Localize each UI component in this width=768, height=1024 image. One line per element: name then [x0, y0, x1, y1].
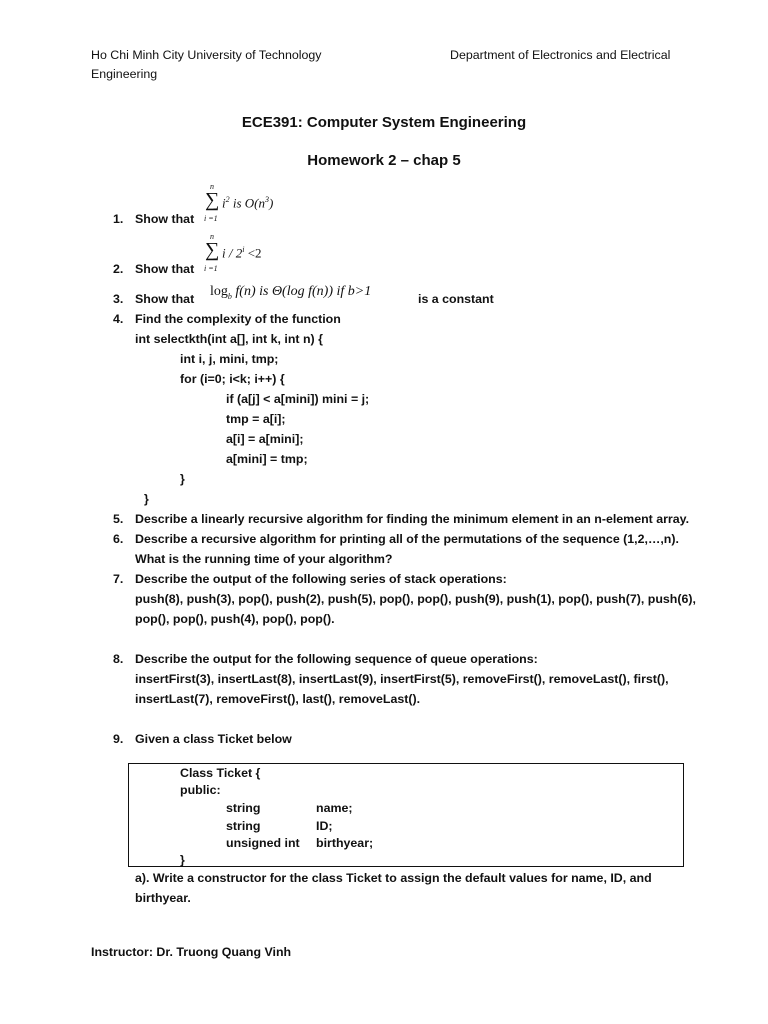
- member-name: birthyear;: [316, 836, 374, 850]
- department-name-cont: Engineering: [91, 67, 158, 81]
- q7-operations: push(8), push(3), pop(), push(2), push(5), pop(), pop(), push(9), push(1), pop(), push(7), push(6),: [135, 592, 696, 606]
- member-name: ID;: [316, 819, 333, 833]
- q8-text: Describe the output for the following sequence of queue operations:: [135, 652, 538, 666]
- q3-text: Show that: [135, 292, 195, 306]
- q1-text: Show that: [135, 212, 195, 226]
- q1-sum-upper: n: [210, 182, 214, 191]
- q3-number: 3.: [113, 292, 124, 306]
- q2-sum-upper: n: [210, 232, 214, 241]
- q1-number: 1.: [113, 212, 124, 226]
- q2-formula: $i / 2^i <2$: [222, 245, 262, 261]
- q7-number: 7.: [113, 572, 124, 586]
- q2-text: Show that: [135, 262, 195, 276]
- code-line: tmp = a[i];: [226, 412, 286, 426]
- q7-operations-cont: pop(), pop(), push(4), pop(), pop().: [135, 612, 335, 626]
- member-type: unsigned int: [226, 836, 300, 850]
- class-open: Class Ticket {: [180, 766, 261, 780]
- code-line: int selectkth(int a[], int k, int n) {: [135, 332, 323, 346]
- class-public: public:: [180, 783, 221, 797]
- q4-text: Find the complexity of the function: [135, 312, 341, 326]
- q2-number: 2.: [113, 262, 124, 276]
- instructor-footer: Instructor: Dr. Truong Quang Vinh: [91, 945, 292, 959]
- q9-part-a-cont: birthyear.: [135, 891, 191, 905]
- member-name: name;: [316, 801, 353, 815]
- code-line: }: [180, 472, 185, 486]
- code-line: int i, j, mini, tmp;: [180, 352, 279, 366]
- q9-number: 9.: [113, 732, 124, 746]
- q9-part-a: a). Write a constructor for the class Ticket to assign the default values for name, ID, and: [135, 871, 652, 885]
- member-type: string: [226, 801, 261, 815]
- q1-sigma: ∑: [205, 189, 220, 211]
- q1-sum-lower: i =1: [204, 214, 218, 223]
- university-name: Ho Chi Minh City University of Technology: [91, 48, 322, 62]
- department-name: Department of Electronics and Electrical: [450, 48, 671, 62]
- q2-sum-lower: i =1: [204, 264, 218, 273]
- q9-text: Given a class Ticket below: [135, 732, 292, 746]
- code-line: a[i] = a[mini];: [226, 432, 304, 446]
- course-title: ECE391: Computer System Engineering: [241, 114, 527, 131]
- q2-sigma: ∑: [205, 239, 220, 261]
- code-line: if (a[j] < a[mini]) mini = j;: [226, 392, 370, 406]
- q6-text-cont: What is the running time of your algorithm?: [135, 552, 393, 566]
- homework-title: Homework 2 – chap 5: [307, 152, 461, 169]
- q8-operations: insertFirst(3), insertLast(8), insertLast(9), insertFirst(5), removeFirst(), removeLast(), first(),: [135, 672, 669, 686]
- code-line: a[mini] = tmp;: [226, 452, 308, 466]
- q8-number: 8.: [113, 652, 124, 666]
- q5-text: Describe a linearly recursive algorithm for finding the minimum element in an n-element array.: [135, 512, 690, 526]
- q7-text: Describe the output of the following series of stack operations:: [135, 572, 507, 586]
- q5-number: 5.: [113, 512, 124, 526]
- class-close: }: [180, 853, 185, 867]
- code-line: for (i=0; i<k; i++) {: [180, 372, 285, 386]
- q6-number: 6.: [113, 532, 124, 546]
- q3-formula: $\log_b f(n)$ is Θ(log f(n)) if b>1: [210, 284, 372, 301]
- code-line: }: [144, 492, 149, 506]
- q6-text: Describe a recursive algorithm for printing all of the permutations of the sequence (1,2,…,n).: [135, 532, 679, 546]
- member-type: string: [226, 819, 261, 833]
- q3-suffix: is a constant: [418, 292, 494, 306]
- q8-operations-cont: insertLast(7), removeFirst(), last(), removeLast().: [135, 692, 421, 706]
- q4-number: 4.: [113, 312, 124, 326]
- q1-formula: $i^2$ is $O(n^3)$: [222, 195, 274, 211]
